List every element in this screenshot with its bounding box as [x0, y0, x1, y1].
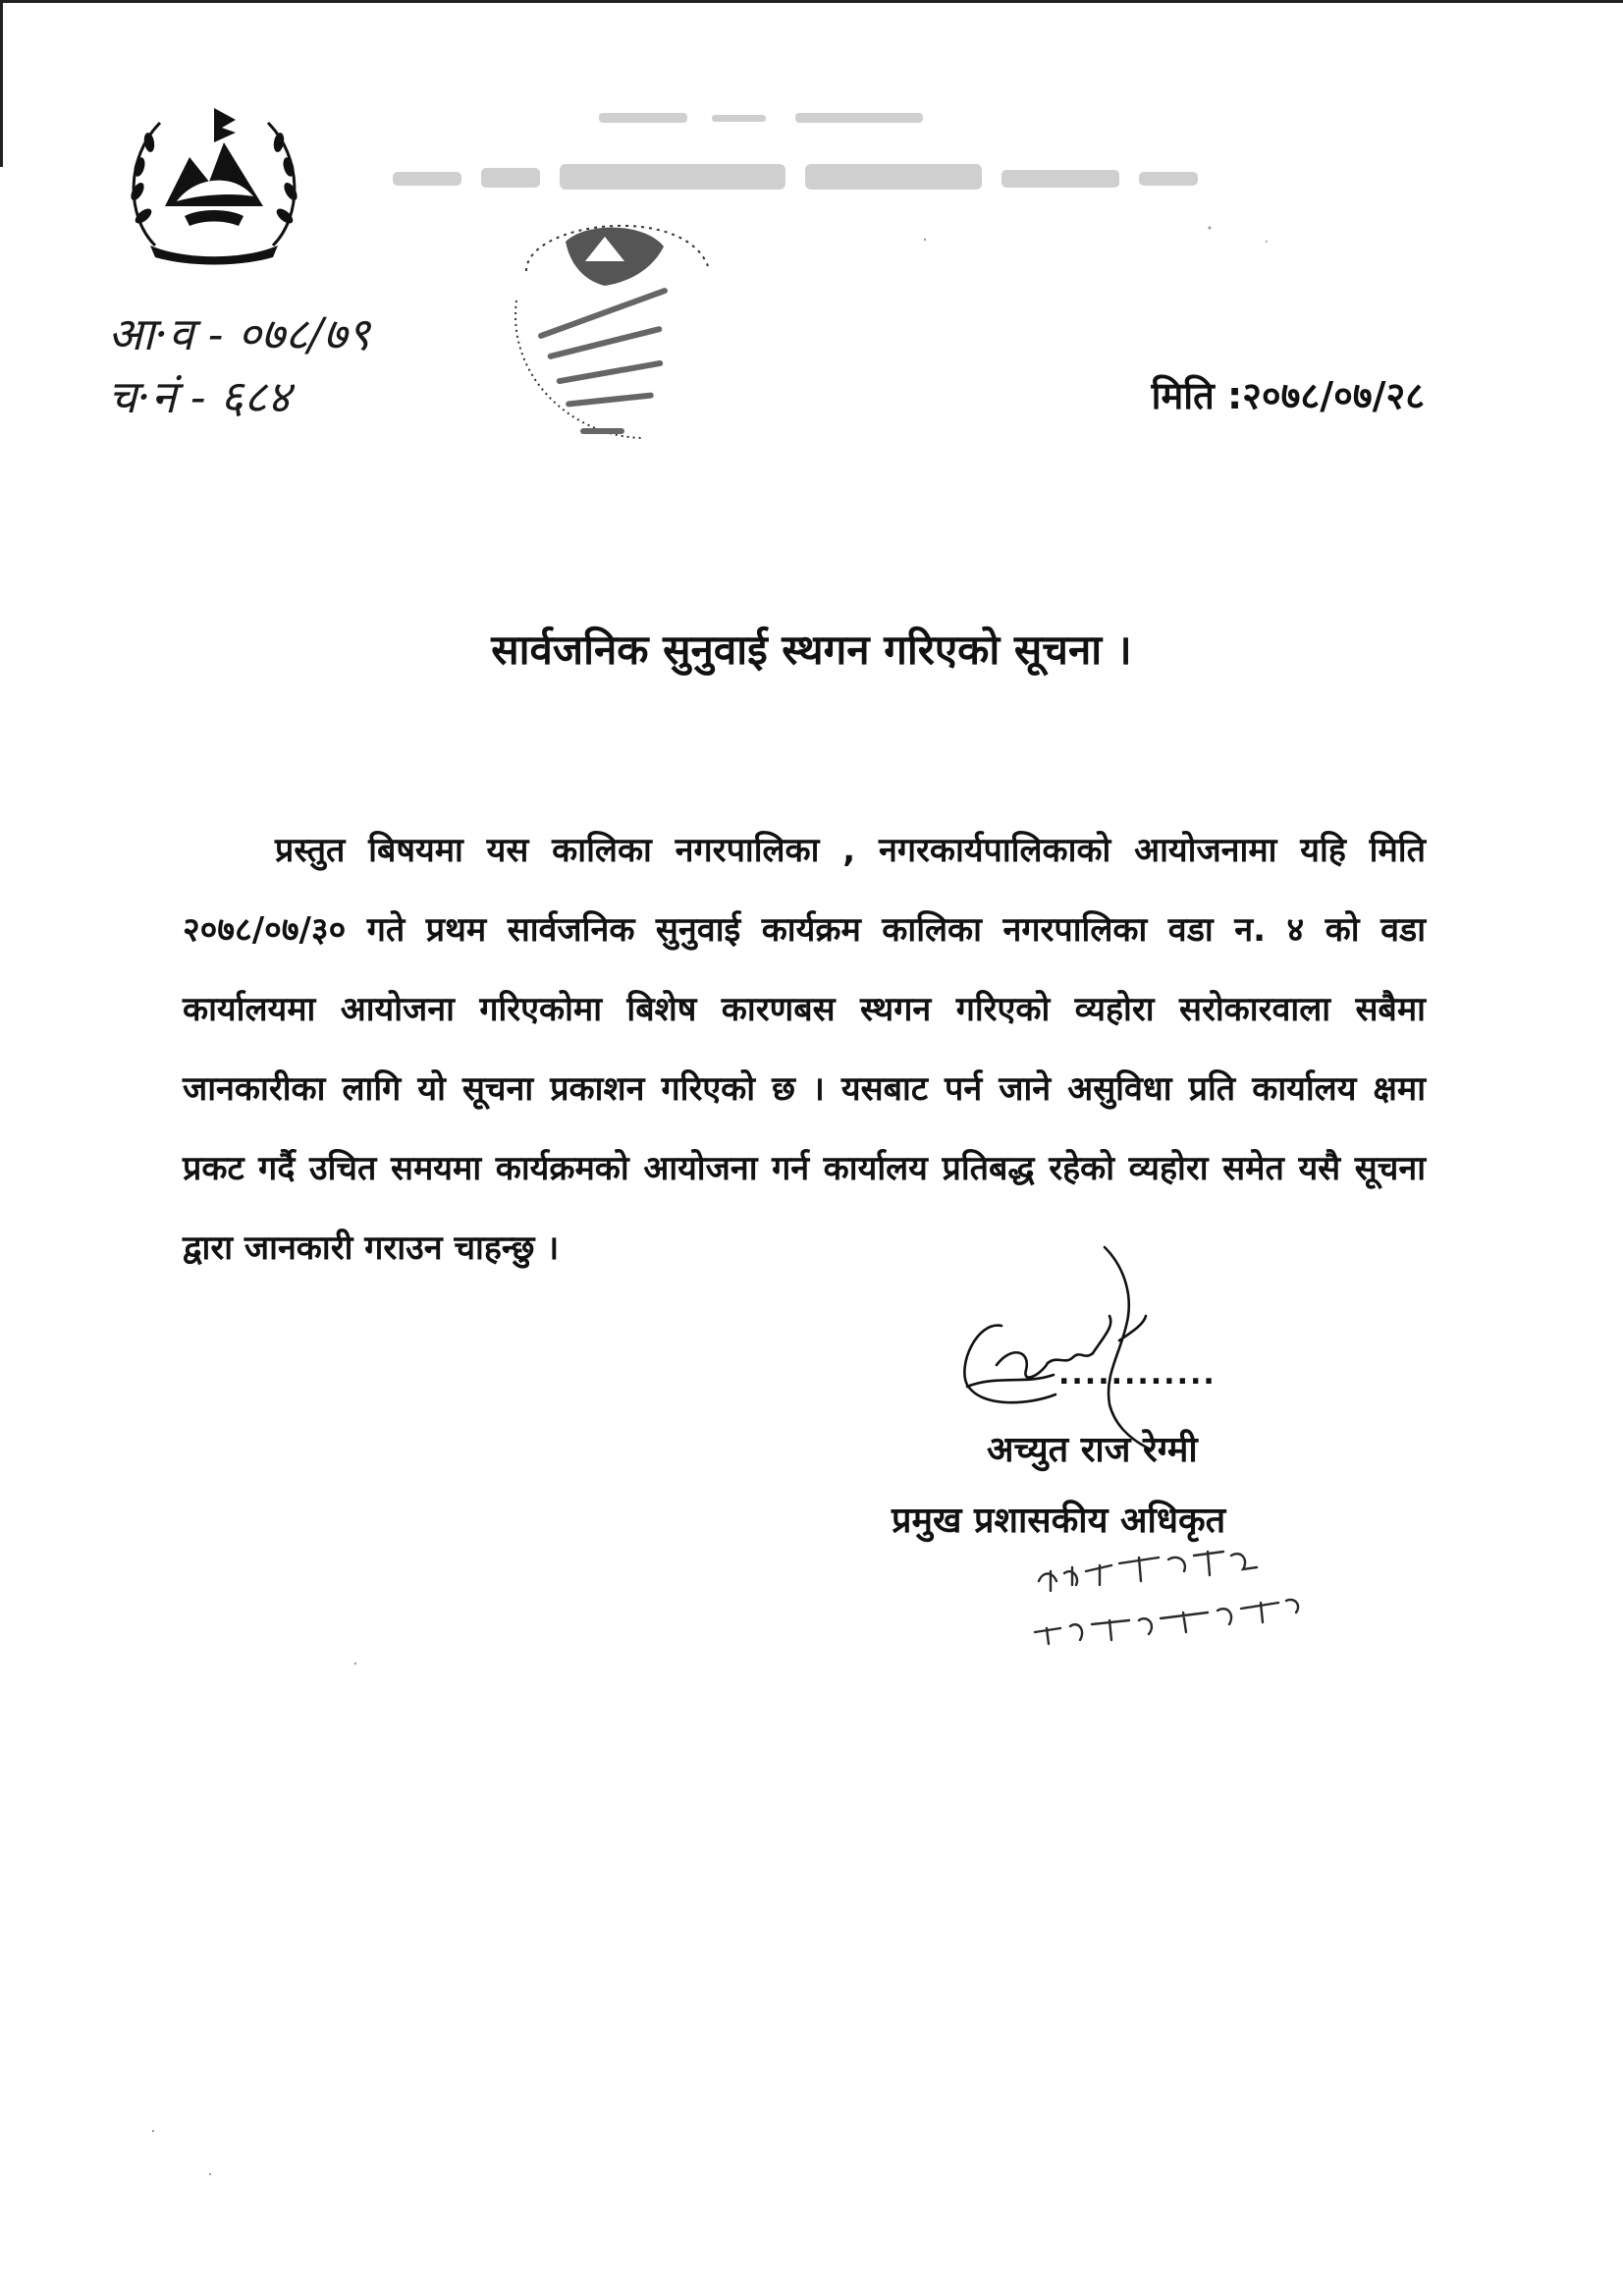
office-seal-icon: [487, 192, 742, 467]
document-date: मिति :२०७८/०७/२८: [1151, 374, 1425, 417]
signatory-designation: प्रमुख प्रशासकीय अधिकृत: [892, 1501, 1226, 1541]
handwritten-signature: [938, 1228, 1222, 1453]
notice-title: सार्वजनिक सुनुवाई स्थगन गरिएको सूचना ।: [491, 626, 1132, 674]
signatory-name: अच्युत राज रेग्मी: [987, 1430, 1198, 1470]
name-rubber-stamp: [1021, 1542, 1316, 1660]
notice-body: प्रस्तुत बिषयमा यस कालिका नगरपालिका , नगरकार्यपालिकाको आयोजनामा यहि मिति २०७८/०७/३० गते प्रथम सार्वजनिक सुनुवाई कार्यक्रम कालिका नगरपालिका वडा न. ४ को वडा कार्यालयमा आयोजना गरिएकोमा बिशेष कारणबस स्थगन गरिएको व्यहोरा सरोकारवाला सबैमा जानकारीका लागि यो सूचना प्रकाशन गरिएको छ । यसबाट पर्न जाने असुविधा प्रति कार्यालय क्षमा प्रकट गर्दै उचित समयमा कार्यक्रमको आयोजना गर्न कार्यालय प्रतिबद्ध रहेको व्यहोरा समेत यसै सूचना द्वारा जानकारी गराउन चाहन्छु ।: [183, 831, 1426, 1268]
fiscal-year-line: आ·व - ०७८/७९: [108, 307, 371, 360]
reference-numbers: [108, 302, 370, 428]
dispatch-number-line: च·नं - ६८४: [108, 370, 291, 423]
signature-dotted-line: ............: [1058, 1357, 1217, 1392]
page-top-edge: [0, 0, 1623, 3]
nepal-emblem-icon: [116, 98, 312, 265]
page-left-edge: [0, 0, 3, 167]
